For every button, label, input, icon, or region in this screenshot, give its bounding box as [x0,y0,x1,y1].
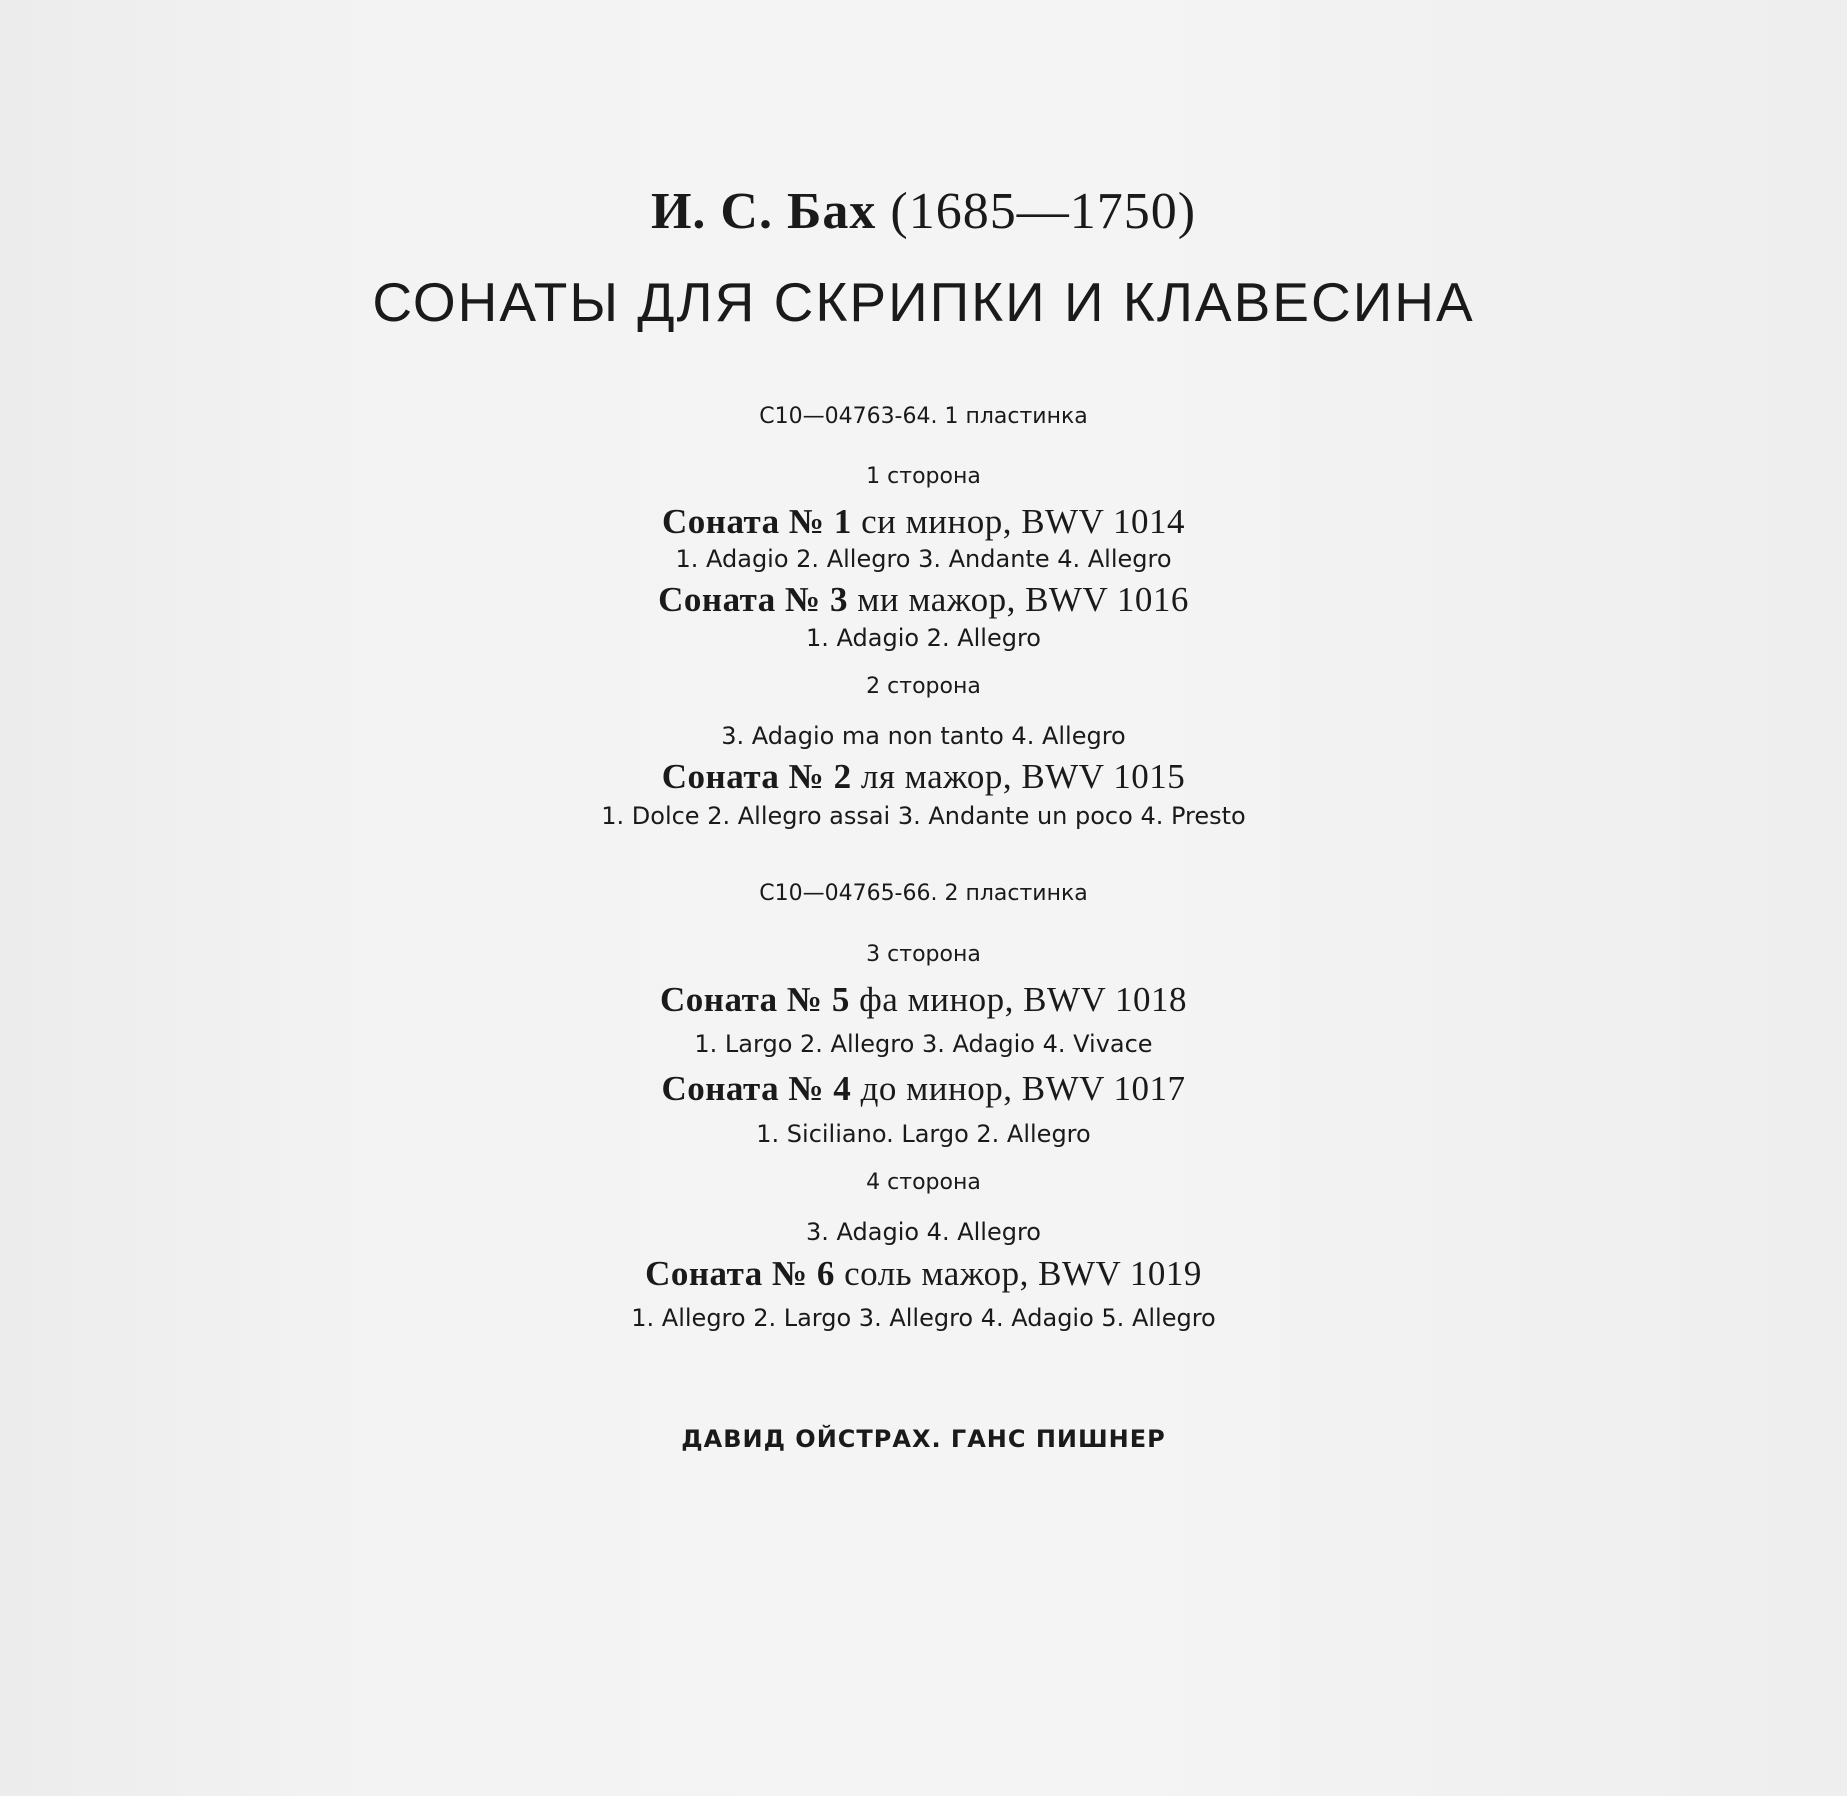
sonata-4-title [0,1069,1847,1109]
side4-continuation: 3. Adagio 4. Allegro [806,1218,1041,1246]
sonata-4-movements: 1. Siciliano. Largo 2. Allegro [756,1120,1091,1148]
sonata-1-movements: 1. Adagio 2. Allegro 3. Andante 4. Allegro [675,545,1172,573]
side2-label: 2 сторона [866,674,981,699]
sonata-2-movements: 1. Dolce 2. Allegro assai 3. Andante un poco 4. Presto [601,802,1246,830]
sonata-1-number: Соната № 1 [662,502,852,541]
sonata-5-number: Соната № 5 [660,980,850,1019]
sonata-5-title [0,980,1847,1020]
sonata-4-key: до минор, BWV 1017 [860,1069,1186,1108]
sonata-5-key: фа минор, BWV 1018 [859,980,1187,1019]
sonata-1-title [0,502,1847,542]
sonata-2-title [0,757,1847,797]
composer-dates: (1685—1750) [890,183,1197,240]
sonata-1-key: си минор, BWV 1014 [861,502,1185,541]
sonata-6-title [0,1254,1847,1294]
record1-catalog: С10—04763-64. 1 пластинка [759,404,1088,429]
record2-catalog: С10—04765-66. 2 пластинка [759,881,1088,906]
sonata-4-number: Соната № 4 [661,1069,852,1108]
side3-label: 3 сторона [866,942,981,967]
performers: ДАВИД ОЙСТРАХ. ГАНС ПИШНЕР [681,1425,1166,1453]
sonata-3-title [0,580,1847,620]
composer-name: И. С. Бах [650,183,877,240]
sonata-3-key: ми мажор, BWV 1016 [857,580,1189,619]
sonata-6-number: Соната № 6 [645,1254,835,1293]
sonata-5-movements: 1. Largo 2. Allegro 3. Adagio 4. Vivace [694,1030,1153,1058]
composer-heading [0,182,1847,241]
sonata-2-number: Соната № 2 [661,757,852,796]
sonata-2-key: ля мажор, BWV 1015 [860,757,1186,796]
side2-continuation: 3. Adagio ma non tanto 4. Allegro [721,722,1126,750]
sonata-3-number: Соната № 3 [658,580,848,619]
side4-label: 4 сторона [866,1170,981,1195]
sonata-6-movements: 1. Allegro 2. Largo 3. Allegro 4. Adagio 5. Allegro [631,1304,1216,1332]
sonata-6-key: соль мажор, BWV 1019 [844,1254,1202,1293]
side1-label: 1 сторона [866,464,981,489]
sonata-3-movements: 1. Adagio 2. Allegro [806,624,1041,652]
work-title: СОНАТЫ ДЛЯ СКРИПКИ И КЛАВЕСИНА [372,271,1475,333]
